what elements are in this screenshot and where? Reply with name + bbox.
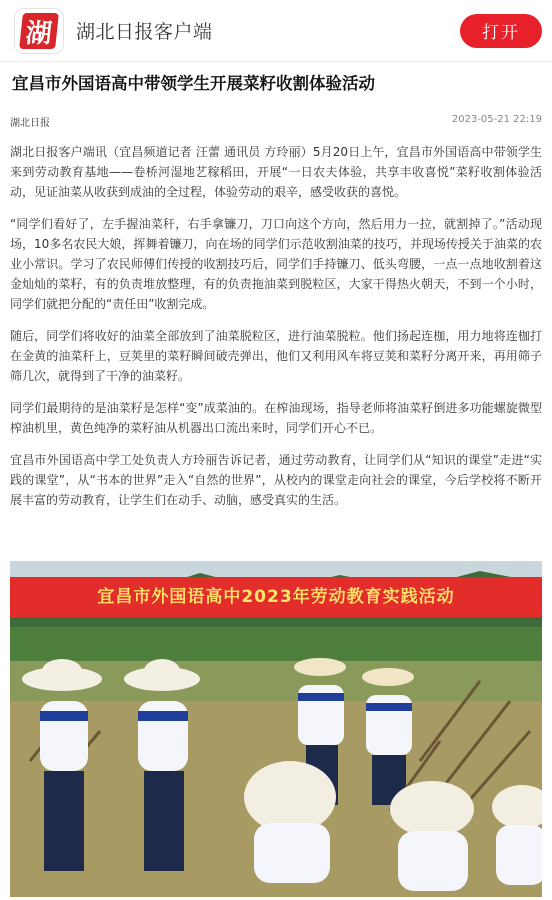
article-paragraph: 随后，同学们将收好的油菜全部放到了油菜脱粒区，进行油菜脱粒。他们扬起连枷，用力地将连枷打在金黄的油菜秆上，豆荚里的菜籽瞬间破壳弹出，他们又利用风车将豆荚和菜籽分离开来，再用筛子筛几次，就得到了干净的油菜籽。	[10, 329, 542, 383]
article-datetime: 2023-05-21 22:19	[451, 114, 542, 125]
photo-banner-text: 宜昌市外国语高中2023年劳动教育实践活动	[97, 587, 455, 607]
article	[10, 72, 542, 522]
app-name: 湖北日报客户端	[76, 21, 213, 43]
article-body	[10, 142, 542, 510]
article-paragraph: “同学们看好了，左手握油菜秆，右手拿镰刀，刀口向这个方向，然后用力一拉，就割掉了。”活动现场，10多名农民大娘，挥舞着镰刀，向在场的同学们示范收割油菜的技巧，并现场传授关于油菜的农业小常识。学习了农民师傅们传授的收割技巧后，同学们手持镰刀、低头弯腰，一点一点地收割着这金灿灿的菜籽，有的负责堆放整理，有的负责拖油菜到脱粒区，大家干得热火朝天，不到一个小时，同学们就把分配的“责任田”收割完成。	[10, 217, 542, 311]
app-logo-glyph: 湖	[19, 13, 59, 49]
open-app-button[interactable]: 打开	[460, 14, 542, 48]
article-photo[interactable]	[10, 561, 542, 897]
article-meta	[10, 114, 542, 129]
app-logo[interactable]	[14, 8, 64, 54]
article-title: 宜昌市外国语高中带领学生开展菜籽收割体验活动	[12, 74, 375, 93]
app-download-bar	[0, 0, 552, 62]
article-source[interactable]: 湖北日报	[10, 118, 50, 129]
article-paragraph: 湖北日报客户端讯（宜昌频道记者 汪蕾 通讯员 方玲丽）5月20日上午，宜昌市外国语高中带领学生来到劳动教育基地——卷桥河湿地艺稼稻田，开展“一日农夫体验，共享丰收喜悦”菜籽收割体验活动，见证油菜从收获到成油的全过程，体验劳动的艰辛，感受收获的喜悦。	[10, 145, 542, 199]
article-paragraph: 宜昌市外国语高中学工处负责人方玲丽告诉记者，通过劳动教育，让同学们从“知识的课堂”走进“实践的课堂”，从“书本的世界”走入“自然的世界”，从校内的课堂走向社会的课堂，今后学校将不断开展丰富的劳动教育，让学生们在动手、动脑，感受真实的生活。	[10, 453, 542, 507]
article-paragraph: 同学们最期待的是油菜籽是怎样“变”成菜油的。在榨油现场，指导老师将油菜籽倒进多功能螺旋微型榨油机里，黄色纯净的菜籽油从机器出口流出来时，同学们开心不已。	[10, 401, 542, 435]
